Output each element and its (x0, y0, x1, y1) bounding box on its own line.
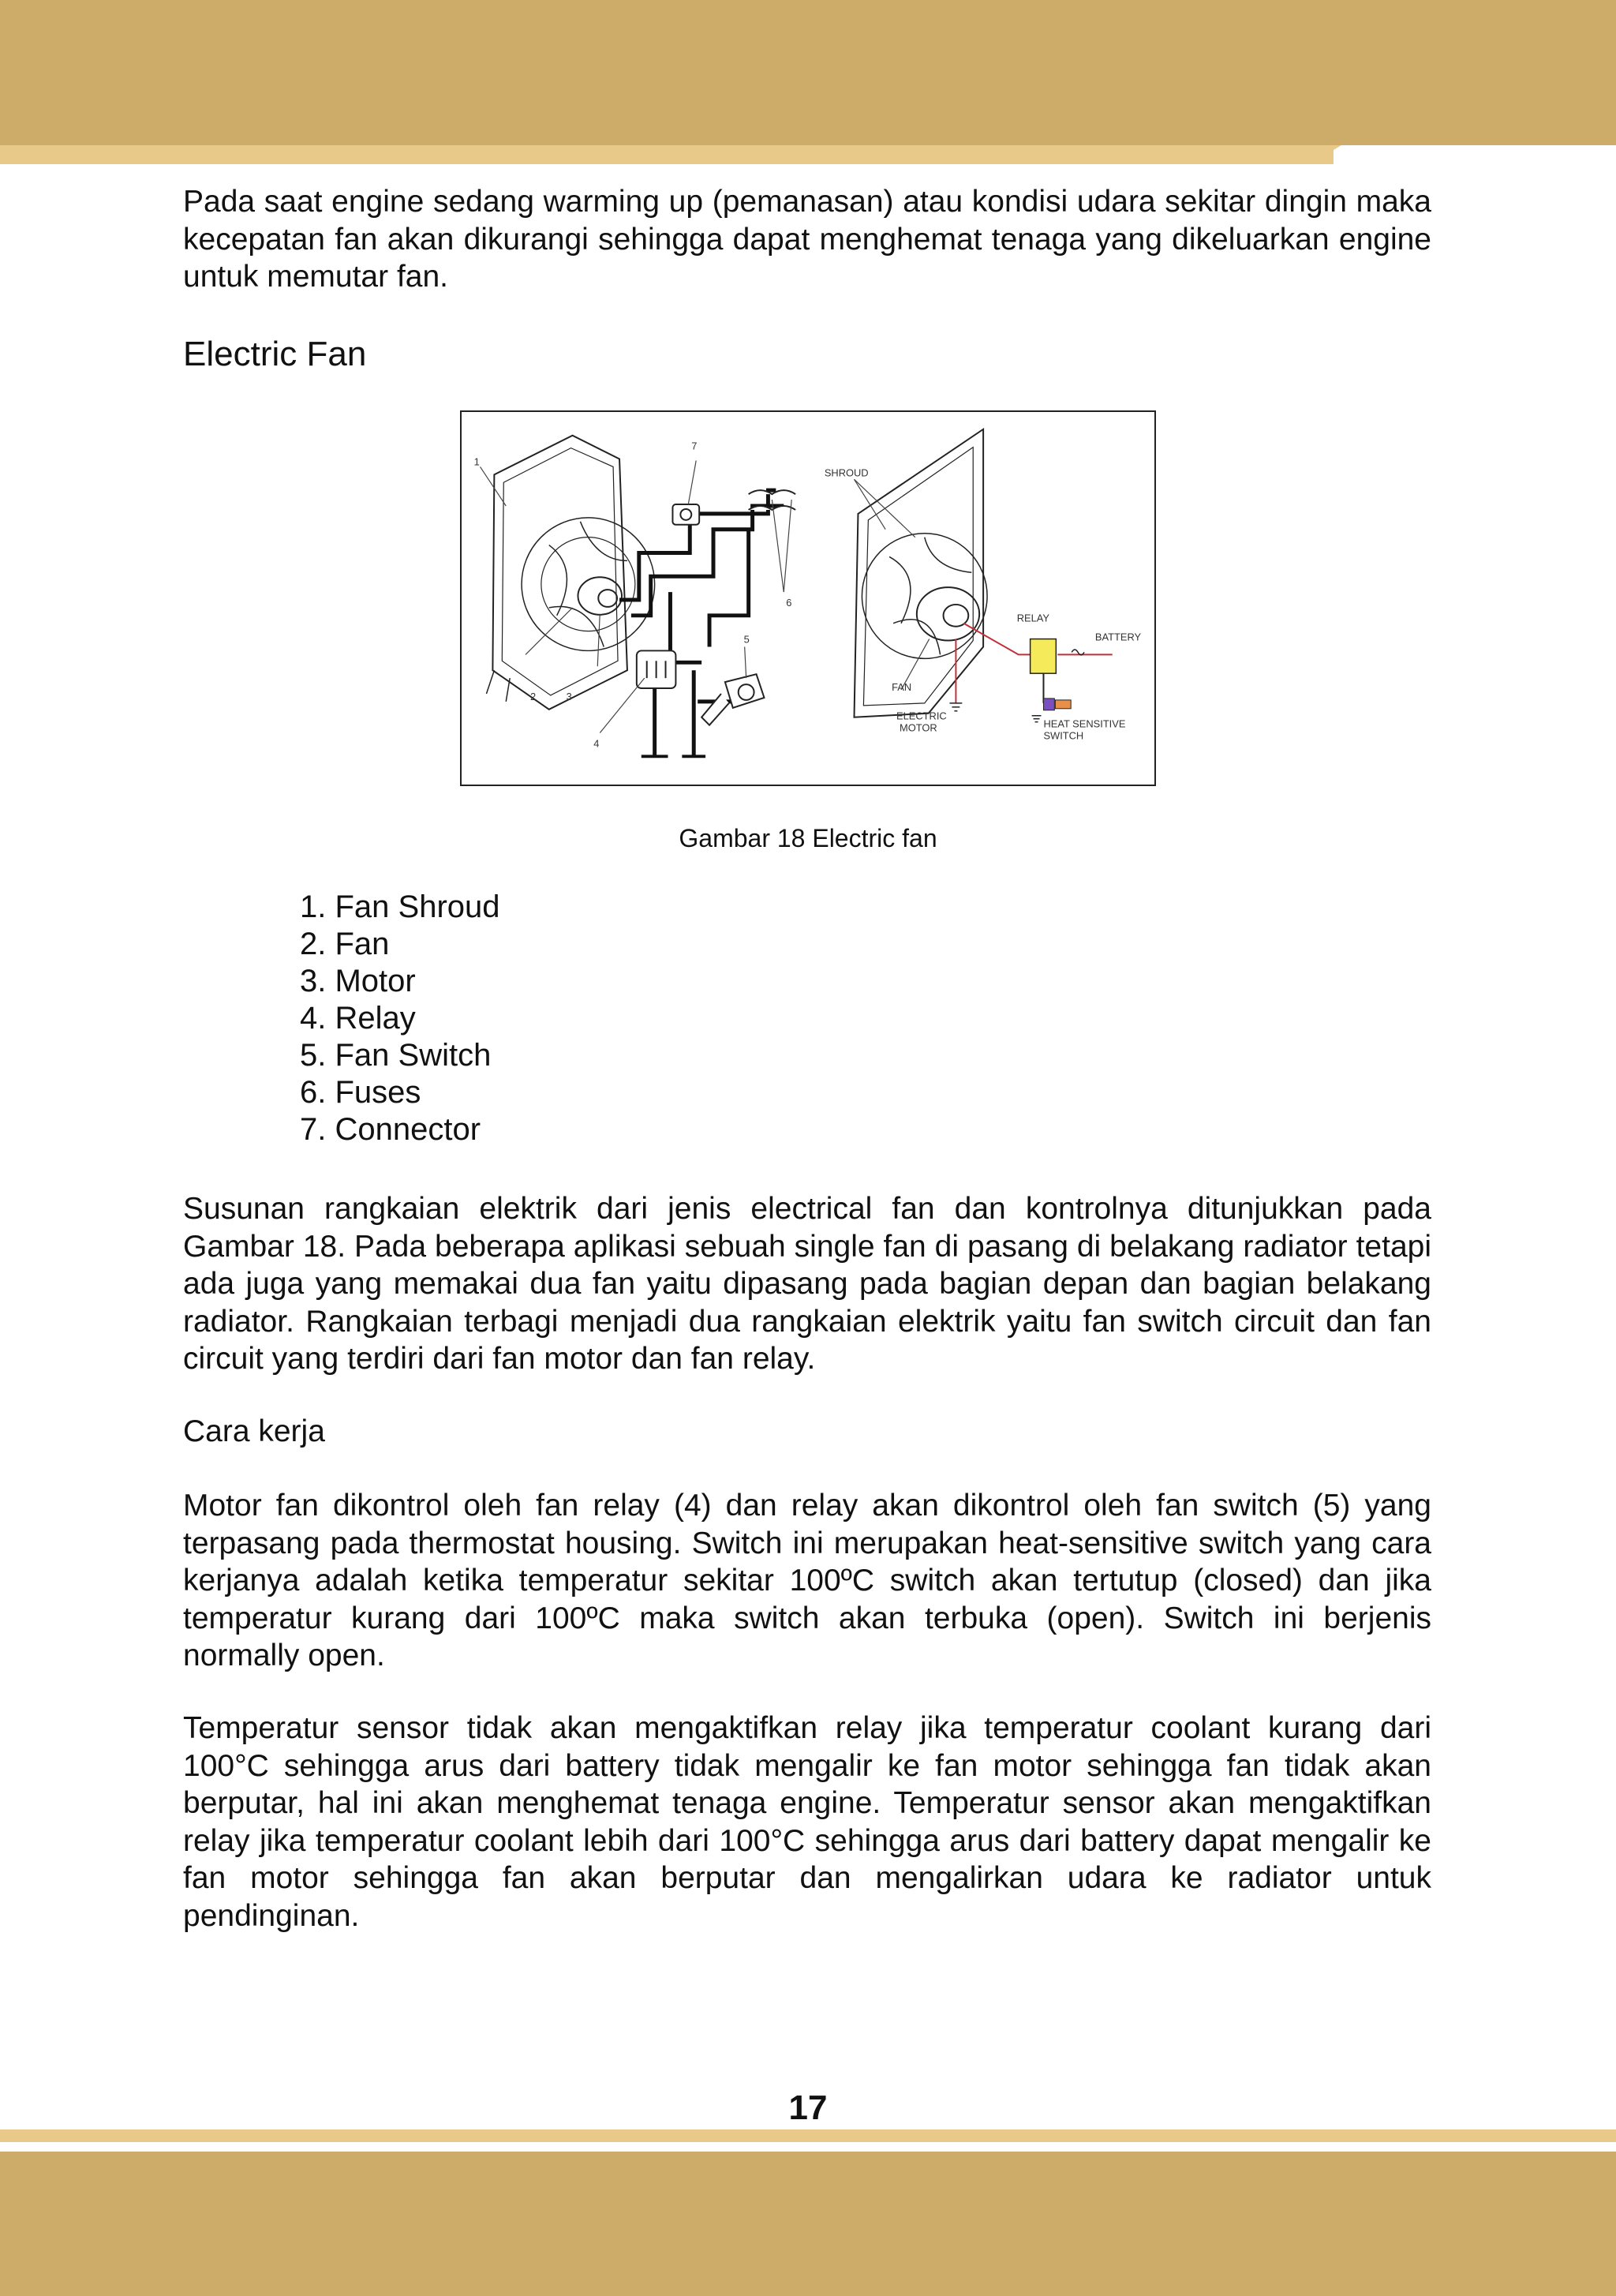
callout-4: 4 (593, 737, 600, 750)
connector-7 (672, 504, 699, 525)
label-fan: FAN (892, 681, 912, 694)
left-fan-assembly (486, 436, 654, 710)
label-electric: ELECTRIC (896, 710, 947, 722)
relay-4 (637, 650, 676, 688)
list-item: 4. Relay (300, 1001, 416, 1036)
list-item: 1. Fan Shroud (300, 890, 500, 924)
fan-switch-5 (701, 674, 764, 725)
page-number: 17 (788, 2088, 828, 2127)
label-relay: RELAY (1016, 612, 1050, 624)
list-item: 6. Fuses (300, 1075, 421, 1110)
right-fan-assembly (855, 429, 988, 717)
electric-fan-diagram (462, 412, 1154, 785)
paragraph-motor: Motor fan dikontrol oleh fan relay (4) dan relay akan dikontrol oleh fan switch (5) yang terpasang pada thermostat housing. Switch ini merupakan heat-sensitive switch yang cara kerjanya adalah ketika temperatur sekitar 100ºC switch akan tertutup (closed) dan jika temperatur kurang dari 100ºC maka switch akan terbuka (open). Switch ini berjenis normally open. (183, 1489, 1431, 1672)
callout-2: 2 (529, 690, 537, 702)
header-stripe-tip (1310, 145, 1341, 164)
paragraph-circuit: Susunan rangkaian elektrik dari jenis electrical fan dan kontrolnya ditunjukkan pada Gambar 18. Pada beberapa aplikasi sebuah single fan di pasang di belakang radiator tetapi ada juga yang memakai dua fan yaitu dipasang pada bagian depan dan bagian belakang radiator. Rangkaian terbagi menjadi dua rangkaian elektrik yaitu fan switch circuit dan fan circuit yang terdiri dari fan motor dan fan relay. (183, 1192, 1431, 1376)
subheading-cara-kerja: Cara kerja (183, 1414, 325, 1448)
list-item: 7. Connector (300, 1112, 481, 1147)
intro-paragraph: Pada saat engine sedang warming up (pemanasan) atau kondisi udara sekitar dingin maka kecepatan fan akan dikurangi sehingga dapat menghemat tenaga yang dikeluarkan engine untuk memutar fan. (183, 185, 1431, 294)
header-band (0, 0, 1616, 145)
label-switch: SWITCH (1043, 729, 1084, 742)
label-motor: MOTOR (900, 721, 937, 734)
relay-box (1031, 639, 1057, 674)
figure-caption: Gambar 18 Electric fan (679, 824, 937, 852)
header-stripe (0, 145, 1334, 164)
callout-3: 3 (566, 690, 572, 702)
parts-list (300, 889, 500, 1148)
heat-switch-purple (1043, 699, 1054, 710)
label-heat-sensitive: HEAT SENSITIVE (1043, 717, 1126, 730)
label-battery: BATTERY (1094, 631, 1142, 643)
footer-band (0, 2152, 1616, 2296)
section-heading: Electric Fan (183, 335, 367, 373)
list-item: 3. Motor (300, 964, 416, 998)
relay-circuit (949, 624, 1112, 722)
heat-switch-orange (1055, 700, 1071, 709)
list-item: 5. Fan Switch (300, 1038, 492, 1073)
electric-fan-figure (460, 410, 1156, 786)
ground-symbol-motor (949, 703, 962, 711)
list-item: 2. Fan (300, 927, 390, 961)
callout-7: 7 (691, 440, 698, 452)
footer-stripe (0, 2129, 1616, 2142)
label-shroud: SHROUD (824, 466, 869, 479)
callout-1: 1 (473, 455, 480, 468)
callout-5: 5 (743, 633, 750, 646)
callout-6: 6 (786, 596, 792, 609)
ground-symbol-switch (1032, 716, 1042, 722)
paragraph-sensor: Temperatur sensor tidak akan mengaktifkan relay jika temperatur coolant kurang dari 100°C sehingga arus dari battery tidak mengalir ke fan motor sehingga fan tidak akan berputar, hal ini akan menghemat tenaga engine. Temperatur sensor akan mengaktifkan relay jika temperatur coolant lebih dari 100°C sehingga arus dari battery dapat mengalir ke fan motor sehingga fan akan berputar dan mengalirkan udara ke radiator untuk pendinginan. (183, 1711, 1431, 1933)
